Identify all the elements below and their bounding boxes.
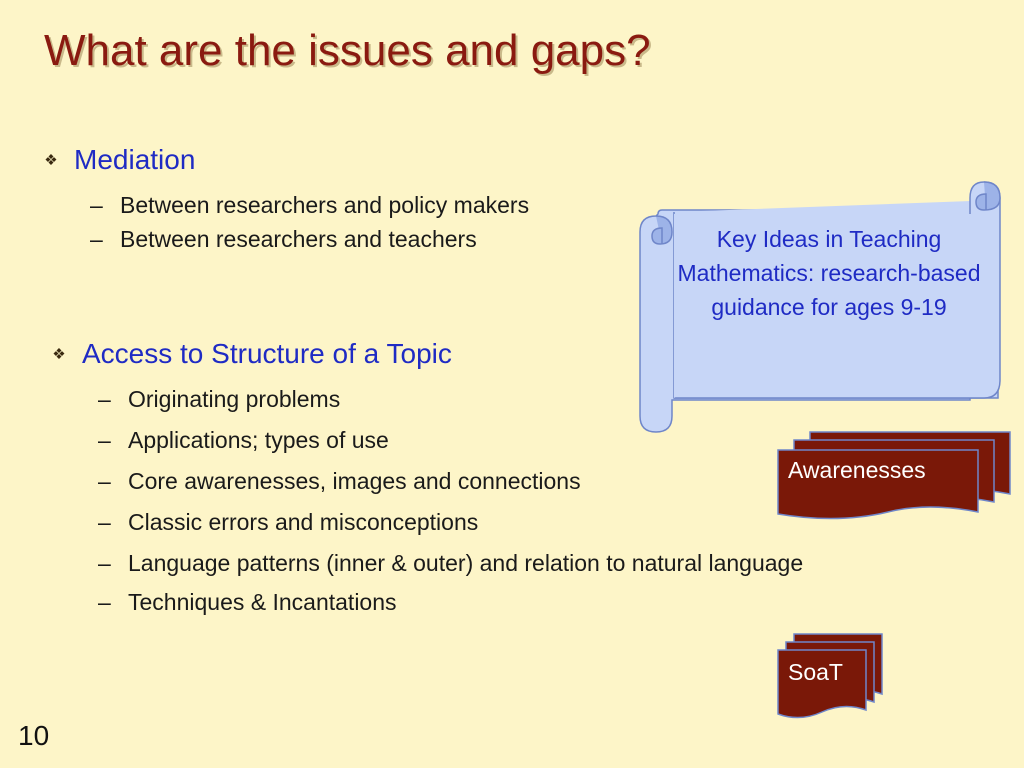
list-item: – Core awarenesses, images and connections (98, 468, 581, 494)
scroll-callout-text: Key Ideas in Teaching Mathematics: research-based guidance for ages 9-19 (677, 226, 981, 320)
section-heading: Mediation (74, 144, 196, 175)
soat-label: SoaT (788, 659, 843, 685)
list-item: – Classic errors and misconceptions (98, 509, 479, 535)
slide-title: What are the issues and gaps? (44, 26, 651, 75)
list-item: – Between researchers and teachers (90, 226, 477, 252)
list-item: – Language patterns (inner & outer) and relation to natural language (98, 550, 804, 576)
section-heading: Access to Structure of a Topic (82, 338, 452, 369)
list-item: – Between researchers and policy makers (90, 192, 530, 218)
awarenesses-label: Awarenesses (788, 457, 926, 483)
diamond-bullet-icon: ❖ (52, 346, 66, 363)
bullet-mediation (40, 144, 195, 176)
page-number: 10 (18, 720, 50, 751)
bullet-access-structure (48, 338, 452, 370)
list-item: – Originating problems (98, 386, 341, 412)
list-item: – Techniques & Incantations (98, 589, 397, 615)
diamond-bullet-icon: ❖ (44, 152, 58, 169)
list-item: – Applications; types of use (98, 427, 389, 453)
